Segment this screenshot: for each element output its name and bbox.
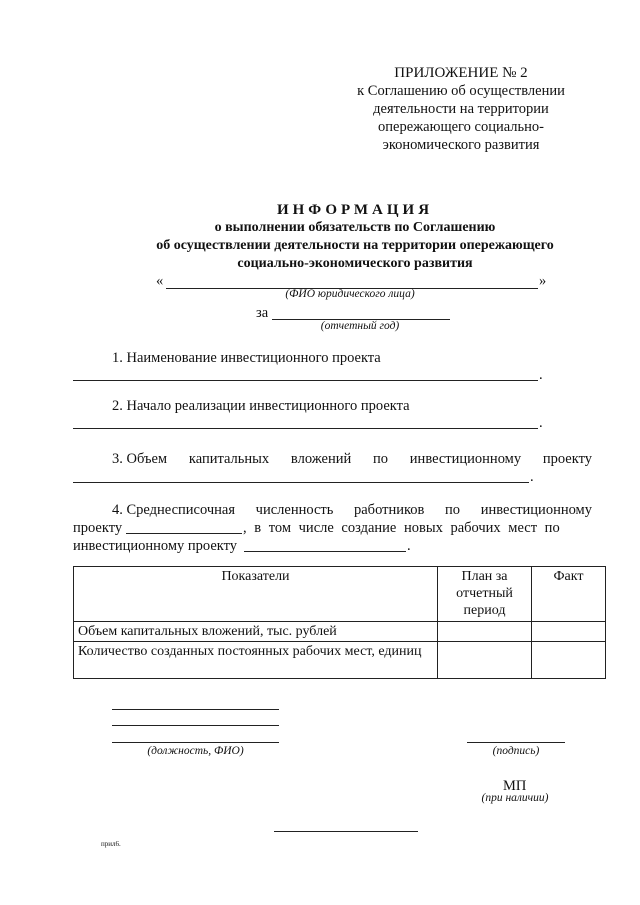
appendix-line: опережающего социально- [378, 119, 544, 135]
table-row [74, 622, 606, 642]
row-label: Объем капитальных вложений, тыс. рублей [74, 622, 438, 642]
indicators-table [73, 566, 606, 679]
appendix-title: ПРИЛОЖЕНИЕ № 2 [394, 65, 528, 81]
signature-label: (подпись) [492, 745, 540, 757]
item-1-period: . [539, 367, 543, 383]
close-quote: » [539, 273, 547, 289]
item-1-label: 1. Наименование инвестиционного проекта [112, 350, 381, 366]
row-plan-cell[interactable] [438, 622, 532, 642]
signature-line[interactable] [467, 742, 565, 743]
table-header-row [74, 567, 606, 622]
appendix-line: экономического развития [382, 137, 540, 153]
heading-line: социально-экономического развития [237, 256, 473, 271]
item-2-line[interactable] [73, 428, 538, 429]
open-quote: « [156, 273, 164, 289]
item-4-new-jobs-line[interactable] [244, 551, 406, 552]
footer-line [274, 831, 418, 832]
position-line-2[interactable] [112, 725, 279, 726]
reporting-year-label: (отчетный год) [320, 320, 400, 332]
heading-line: о выполнении обязательств по Соглашению [214, 220, 496, 235]
heading-main: ИНФОРМАЦИЯ [276, 202, 434, 218]
table-row [74, 642, 606, 679]
item-1-line[interactable] [73, 380, 538, 381]
entity-name-label: (ФИО юридического лица) [285, 288, 415, 300]
item-3-period: . [530, 469, 534, 485]
item-4-project-prefix-2: инвестиционному проекту [73, 538, 238, 554]
item-3-label: 3. Объем капитальных вложений по инвестиционному проекту [112, 451, 592, 467]
item-4-headcount-line[interactable] [126, 533, 242, 534]
item-4-period: . [407, 538, 411, 554]
stamp-note: (при наличии) [481, 792, 549, 804]
header-fact: Факт [532, 567, 606, 622]
document-heading [100, 201, 610, 273]
item-2-label: 2. Начало реализации инвестиционного проекта [112, 398, 410, 414]
row-label: Количество созданных постоянных рабочих мест, единиц [74, 642, 438, 679]
appendix-block [330, 64, 592, 154]
heading-line: об осуществлении деятельности на территории опережающего [156, 238, 554, 253]
stamp-label: МП [503, 778, 527, 794]
row-fact-cell[interactable] [532, 642, 606, 679]
item-2-period: . [539, 415, 543, 431]
item-4-line-1: 4. Среднесписочная численность работников по инвестиционному [112, 502, 592, 518]
appendix-line: деятельности на территории [373, 101, 549, 117]
position-line-3[interactable] [112, 742, 279, 743]
row-plan-cell[interactable] [438, 642, 532, 679]
footer-code: прил6. [101, 840, 121, 848]
position-line-1[interactable] [112, 709, 279, 710]
position-label: (должность, ФИО) [147, 745, 244, 757]
header-plan: План за отчетный период [438, 567, 532, 622]
header-indicators: Показатели [74, 567, 438, 622]
item-4-project-prefix: проекту [73, 520, 123, 536]
row-fact-cell[interactable] [532, 622, 606, 642]
item-3-line[interactable] [73, 482, 529, 483]
item-4-suffix: , в том числе создание новых рабочих мест по [243, 520, 560, 536]
year-prefix: за [256, 305, 269, 321]
appendix-line: к Соглашению об осуществлении [357, 83, 565, 99]
